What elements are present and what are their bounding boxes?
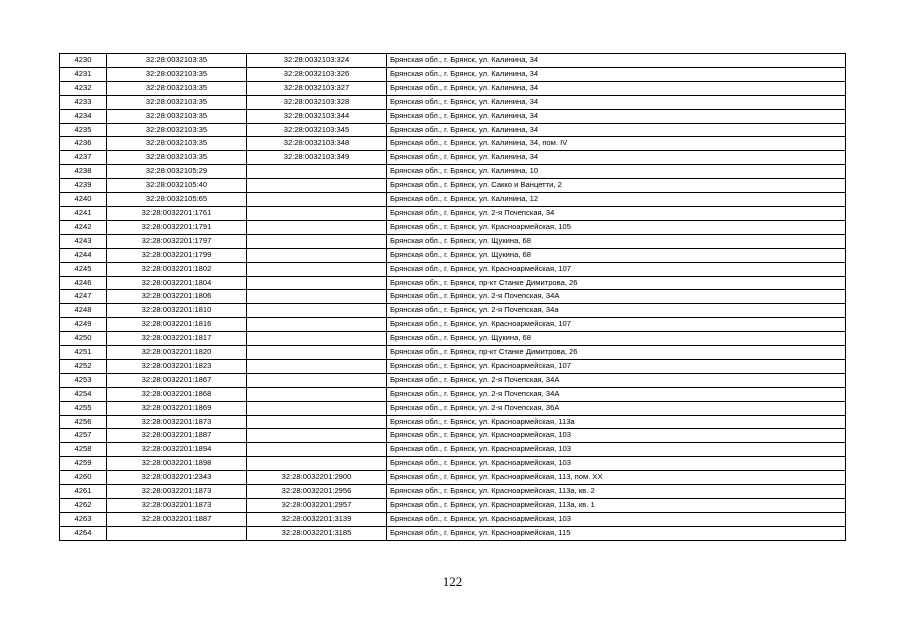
table-row: [60, 499, 846, 513]
address-cell: Брянская обл., г. Брянск, ул. Красноармейская, 103: [387, 512, 846, 526]
row-number-cell: 4240: [60, 193, 107, 207]
parcel-cadastral-number-cell: 32:28:0032201:1869: [107, 401, 247, 415]
table-row: [60, 67, 846, 81]
parcel-cadastral-number-cell: 32:28:0032201:1806: [107, 290, 247, 304]
address-cell: Брянская обл., г. Брянск, пр-кт Станке Димитрова, 26: [387, 346, 846, 360]
row-number-cell: 4251: [60, 346, 107, 360]
table-row: [60, 401, 846, 415]
parcel-cadastral-number-cell: 32:28:0032201:1820: [107, 346, 247, 360]
table-row: [60, 457, 846, 471]
address-cell: Брянская обл., г. Брянск, ул. Щукина, 68: [387, 332, 846, 346]
object-cadastral-number-cell: [247, 318, 387, 332]
table-row: [60, 151, 846, 165]
object-cadastral-number-cell: [247, 415, 387, 429]
table-row: [60, 443, 846, 457]
address-cell: Брянская обл., г. Брянск, ул. 2-я Почепская, 34: [387, 206, 846, 220]
parcel-cadastral-number-cell: 32:28:0032201:1802: [107, 262, 247, 276]
row-number-cell: 4235: [60, 123, 107, 137]
address-cell: Брянская обл., г. Брянск, ул. Калинина, 34: [387, 95, 846, 109]
object-cadastral-number-cell: [247, 262, 387, 276]
row-number-cell: 4231: [60, 67, 107, 81]
object-cadastral-number-cell: 32:28:0032201:2957: [247, 499, 387, 513]
address-cell: Брянская обл., г. Брянск, пр-кт Станке Димитрова, 26: [387, 276, 846, 290]
row-number-cell: 4248: [60, 304, 107, 318]
address-cell: Брянская обл., г. Брянск, ул. Калинина, 34: [387, 67, 846, 81]
table-row: [60, 54, 846, 68]
object-cadastral-number-cell: [247, 387, 387, 401]
object-cadastral-number-cell: [247, 179, 387, 193]
parcel-cadastral-number-cell: 32:28:0032103:35: [107, 151, 247, 165]
parcel-cadastral-number-cell: 32:28:0032201:1799: [107, 248, 247, 262]
object-cadastral-number-cell: [247, 429, 387, 443]
table-row: [60, 193, 846, 207]
row-number-cell: 4258: [60, 443, 107, 457]
address-cell: Брянская обл., г. Брянск, ул. Калинина, 34: [387, 123, 846, 137]
address-cell: Брянская обл., г. Брянск, ул. Щукина, 68: [387, 234, 846, 248]
parcel-cadastral-number-cell: 32:28:0032201:1817: [107, 332, 247, 346]
address-cell: Брянская обл., г. Брянск, ул. 2-я Почепская, 34А: [387, 387, 846, 401]
parcel-cadastral-number-cell: 32:28:0032201:1823: [107, 359, 247, 373]
table-row: [60, 485, 846, 499]
row-number-cell: 4236: [60, 137, 107, 151]
table-row: [60, 471, 846, 485]
object-cadastral-number-cell: [247, 165, 387, 179]
parcel-cadastral-number-cell: 32:28:0032103:35: [107, 109, 247, 123]
table-row: [60, 290, 846, 304]
address-cell: Брянская обл., г. Брянск, ул. Калинина, 34: [387, 109, 846, 123]
parcel-cadastral-number-cell: 32:28:0032201:1867: [107, 373, 247, 387]
row-number-cell: 4238: [60, 165, 107, 179]
row-number-cell: 4254: [60, 387, 107, 401]
address-cell: Брянская обл., г. Брянск, ул. Щукина, 68: [387, 248, 846, 262]
parcel-cadastral-number-cell: 32:28:0032201:1873: [107, 415, 247, 429]
object-cadastral-number-cell: 32:28:0032103:328: [247, 95, 387, 109]
table-row: [60, 526, 846, 540]
table-row: [60, 346, 846, 360]
page-number: 122: [442, 574, 463, 589]
row-number-cell: 4253: [60, 373, 107, 387]
address-cell: Брянская обл., г. Брянск, ул. Красноармейская, 113, пом. XX: [387, 471, 846, 485]
parcel-cadastral-number-cell: [107, 526, 247, 540]
parcel-cadastral-number-cell: 32:28:0032201:1873: [107, 499, 247, 513]
parcel-cadastral-number-cell: 32:28:0032201:1791: [107, 220, 247, 234]
address-cell: Брянская обл., г. Брянск, ул. Красноармейская, 105: [387, 220, 846, 234]
table-row: [60, 206, 846, 220]
row-number-cell: 4260: [60, 471, 107, 485]
row-number-cell: 4230: [60, 54, 107, 68]
table-row: [60, 248, 846, 262]
object-cadastral-number-cell: [247, 304, 387, 318]
object-cadastral-number-cell: [247, 193, 387, 207]
object-cadastral-number-cell: [247, 346, 387, 360]
table-row: [60, 234, 846, 248]
row-number-cell: 4237: [60, 151, 107, 165]
table-row: [60, 137, 846, 151]
object-cadastral-number-cell: [247, 457, 387, 471]
object-cadastral-number-cell: 32:28:0032103:327: [247, 81, 387, 95]
table-row: [60, 165, 846, 179]
table-row: [60, 304, 846, 318]
row-number-cell: 4241: [60, 206, 107, 220]
object-cadastral-number-cell: [247, 276, 387, 290]
table-row: [60, 123, 846, 137]
object-cadastral-number-cell: 32:28:0032201:3185: [247, 526, 387, 540]
table-row: [60, 220, 846, 234]
row-number-cell: 4259: [60, 457, 107, 471]
parcel-cadastral-number-cell: 32:28:0032103:35: [107, 123, 247, 137]
cadastral-registry-table: [59, 53, 846, 541]
address-cell: Брянская обл., г. Брянск, ул. Калинина, 34: [387, 151, 846, 165]
object-cadastral-number-cell: 32:28:0032103:345: [247, 123, 387, 137]
table-row: [60, 429, 846, 443]
row-number-cell: 4250: [60, 332, 107, 346]
object-cadastral-number-cell: [247, 234, 387, 248]
object-cadastral-number-cell: 32:28:0032201:3139: [247, 512, 387, 526]
row-number-cell: 4257: [60, 429, 107, 443]
address-cell: Брянская обл., г. Брянск, ул. Красноармейская, 107: [387, 359, 846, 373]
parcel-cadastral-number-cell: 32:28:0032105:29: [107, 165, 247, 179]
parcel-cadastral-number-cell: 32:28:0032201:1804: [107, 276, 247, 290]
table-row: [60, 262, 846, 276]
address-cell: Брянская обл., г. Брянск, ул. Калинина, 34, пом. IV: [387, 137, 846, 151]
address-cell: Брянская обл., г. Брянск, ул. Красноармейская, 103: [387, 457, 846, 471]
row-number-cell: 4233: [60, 95, 107, 109]
table-row: [60, 332, 846, 346]
address-cell: Брянская обл., г. Брянск, ул. Красноармейская, 107: [387, 262, 846, 276]
parcel-cadastral-number-cell: 32:28:0032103:35: [107, 137, 247, 151]
parcel-cadastral-number-cell: 32:28:0032103:35: [107, 67, 247, 81]
address-cell: Брянская обл., г. Брянск, ул. 2-я Почепская, 34А: [387, 290, 846, 304]
address-cell: Брянская обл., г. Брянск, ул. Калинина, 10: [387, 165, 846, 179]
parcel-cadastral-number-cell: 32:28:0032103:35: [107, 54, 247, 68]
row-number-cell: 4264: [60, 526, 107, 540]
parcel-cadastral-number-cell: 32:28:0032201:1816: [107, 318, 247, 332]
row-number-cell: 4247: [60, 290, 107, 304]
row-number-cell: 4245: [60, 262, 107, 276]
row-number-cell: 4234: [60, 109, 107, 123]
object-cadastral-number-cell: [247, 401, 387, 415]
table-row: [60, 415, 846, 429]
table-row: [60, 359, 846, 373]
object-cadastral-number-cell: 32:28:0032201:2956: [247, 485, 387, 499]
row-number-cell: 4242: [60, 220, 107, 234]
address-cell: Брянская обл., г. Брянск, ул. Красноармейская, 113а: [387, 415, 846, 429]
address-cell: Брянская обл., г. Брянск, ул. 2-я Почепская, 34А: [387, 373, 846, 387]
object-cadastral-number-cell: 32:28:0032201:2900: [247, 471, 387, 485]
table-row: [60, 81, 846, 95]
parcel-cadastral-number-cell: 32:28:0032105:40: [107, 179, 247, 193]
table-row: [60, 179, 846, 193]
object-cadastral-number-cell: 32:28:0032103:326: [247, 67, 387, 81]
parcel-cadastral-number-cell: 32:28:0032201:1797: [107, 234, 247, 248]
table-body: [60, 54, 846, 541]
row-number-cell: 4255: [60, 401, 107, 415]
parcel-cadastral-number-cell: 32:28:0032201:1887: [107, 512, 247, 526]
address-cell: Брянская обл., г. Брянск, ул. Калинина, 34: [387, 54, 846, 68]
parcel-cadastral-number-cell: 32:28:0032201:1810: [107, 304, 247, 318]
object-cadastral-number-cell: 32:28:0032103:348: [247, 137, 387, 151]
object-cadastral-number-cell: 32:28:0032103:344: [247, 109, 387, 123]
parcel-cadastral-number-cell: 32:28:0032201:1873: [107, 485, 247, 499]
table-row: [60, 318, 846, 332]
address-cell: Брянская обл., г. Брянск, ул. Красноармейская, 107: [387, 318, 846, 332]
row-number-cell: 4261: [60, 485, 107, 499]
address-cell: Брянская обл., г. Брянск, ул. Красноармейская, 113а, кв. 1: [387, 499, 846, 513]
parcel-cadastral-number-cell: 32:28:0032201:1868: [107, 387, 247, 401]
parcel-cadastral-number-cell: 32:28:0032201:1761: [107, 206, 247, 220]
object-cadastral-number-cell: 32:28:0032103:324: [247, 54, 387, 68]
object-cadastral-number-cell: [247, 290, 387, 304]
object-cadastral-number-cell: [247, 359, 387, 373]
row-number-cell: 4263: [60, 512, 107, 526]
parcel-cadastral-number-cell: 32:28:0032103:35: [107, 81, 247, 95]
address-cell: Брянская обл., г. Брянск, ул. Сакко и Ванцетти, 2: [387, 179, 846, 193]
row-number-cell: 4252: [60, 359, 107, 373]
object-cadastral-number-cell: [247, 332, 387, 346]
object-cadastral-number-cell: [247, 373, 387, 387]
address-cell: Брянская обл., г. Брянск, ул. 2-я Почепская, 34а: [387, 304, 846, 318]
address-cell: Брянская обл., г. Брянск, ул. Красноармейская, 103: [387, 429, 846, 443]
row-number-cell: 4256: [60, 415, 107, 429]
table-row: [60, 95, 846, 109]
table-row: [60, 109, 846, 123]
row-number-cell: 4249: [60, 318, 107, 332]
parcel-cadastral-number-cell: 32:28:0032201:1894: [107, 443, 247, 457]
object-cadastral-number-cell: 32:28:0032103:349: [247, 151, 387, 165]
address-cell: Брянская обл., г. Брянск, ул. Калинина, 12: [387, 193, 846, 207]
parcel-cadastral-number-cell: 32:28:0032103:35: [107, 95, 247, 109]
address-cell: Брянская обл., г. Брянск, ул. Красноармейская, 115: [387, 526, 846, 540]
parcel-cadastral-number-cell: 32:28:0032201:1887: [107, 429, 247, 443]
object-cadastral-number-cell: [247, 206, 387, 220]
address-cell: Брянская обл., г. Брянск, ул. Красноармейская, 103: [387, 443, 846, 457]
table-row: [60, 276, 846, 290]
object-cadastral-number-cell: [247, 248, 387, 262]
object-cadastral-number-cell: [247, 220, 387, 234]
row-number-cell: 4239: [60, 179, 107, 193]
row-number-cell: 4232: [60, 81, 107, 95]
address-cell: Брянская обл., г. Брянск, ул. Красноармейская, 113а, кв. 2: [387, 485, 846, 499]
address-cell: Брянская обл., г. Брянск, ул. 2-я Почепская, 36А: [387, 401, 846, 415]
row-number-cell: 4246: [60, 276, 107, 290]
row-number-cell: 4262: [60, 499, 107, 513]
table-row: [60, 512, 846, 526]
row-number-cell: 4243: [60, 234, 107, 248]
row-number-cell: 4244: [60, 248, 107, 262]
parcel-cadastral-number-cell: 32:28:0032105:65: [107, 193, 247, 207]
table-row: [60, 387, 846, 401]
table-row: [60, 373, 846, 387]
object-cadastral-number-cell: [247, 443, 387, 457]
parcel-cadastral-number-cell: 32:28:0032201:1898: [107, 457, 247, 471]
parcel-cadastral-number-cell: 32:28:0032201:2343: [107, 471, 247, 485]
address-cell: Брянская обл., г. Брянск, ул. Калинина, 34: [387, 81, 846, 95]
